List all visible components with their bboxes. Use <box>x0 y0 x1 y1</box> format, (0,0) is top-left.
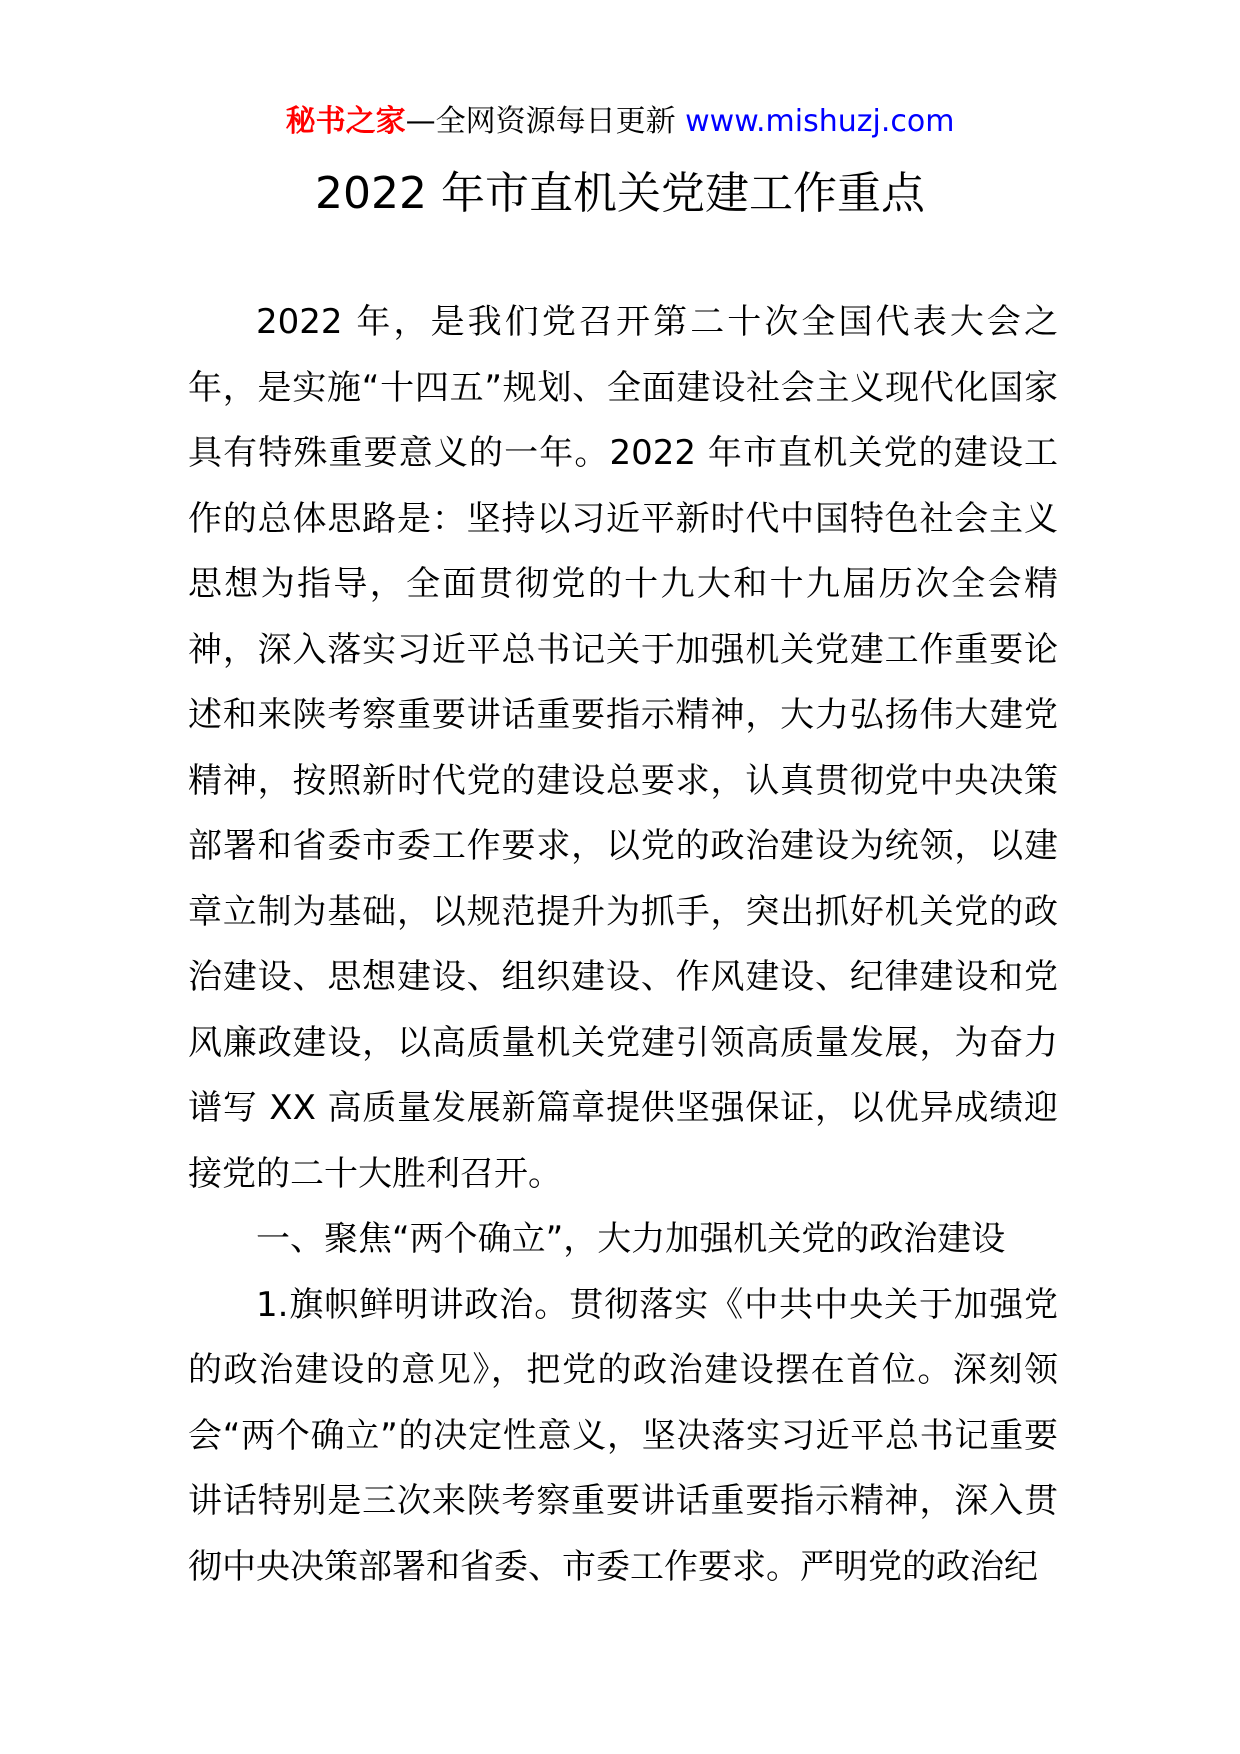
intro-paragraph: 2022 年，是我们党召开第二十次全国代表大会之年，是实施“十四五”规划、全面建设社会主义现代化国家具有特殊重要意义的一年。2022 年市直机关党的建设工作的总体思路是：坚持以习近平新时代中国特色社会主义思想为指导，全面贯彻党的十九大和十九届历次全会精神，深入落实习近平总书记关于加强机关党建工作重要论述和来陕考察重要讲话重要指示精神，大力弘扬伟大建党精神，按照新时代党的建设总要求，认真贯彻党中央决策部署和省委市委工作要求，以党的政治建设为统领，以建章立制为基础，以规范提升为抓手，突出抓好机关党的政治建设、思想建设、组织建设、作风建设、纪律建设和党风廉政建设，以高质量机关党建引领高质量发展，为奋力谱写 XX 高质量发展新篇章提供坚强保证，以优异成绩迎接党的二十大胜利召开。 <box>188 302 1058 1194</box>
document-body <box>188 290 1058 1600</box>
document-title: 2022 年市直机关党建工作重点 <box>315 168 925 219</box>
section-heading-1: 一、聚焦“两个确立”，大力加强机关党的政治建设 <box>256 1219 1006 1259</box>
site-url-link[interactable]: www.mishuzj.com <box>685 104 955 139</box>
site-tagline: —全网资源每日更新 <box>405 104 686 139</box>
site-header <box>0 100 1240 144</box>
item-paragraph-1: 1.旗帜鲜明讲政治。贯彻落实《中共中央关于加强党的政治建设的意见》，把党的政治建设摆在首位。深刻领会“两个确立”的决定性意义，坚决落实习近平总书记重要讲话特别是三次来陕考察重要讲话重要指示精神，深入贯彻中央决策部署和省委、市委工作要求。严明党的政治纪 <box>188 1284 1058 1587</box>
site-brand: 秘书之家 <box>285 104 406 139</box>
